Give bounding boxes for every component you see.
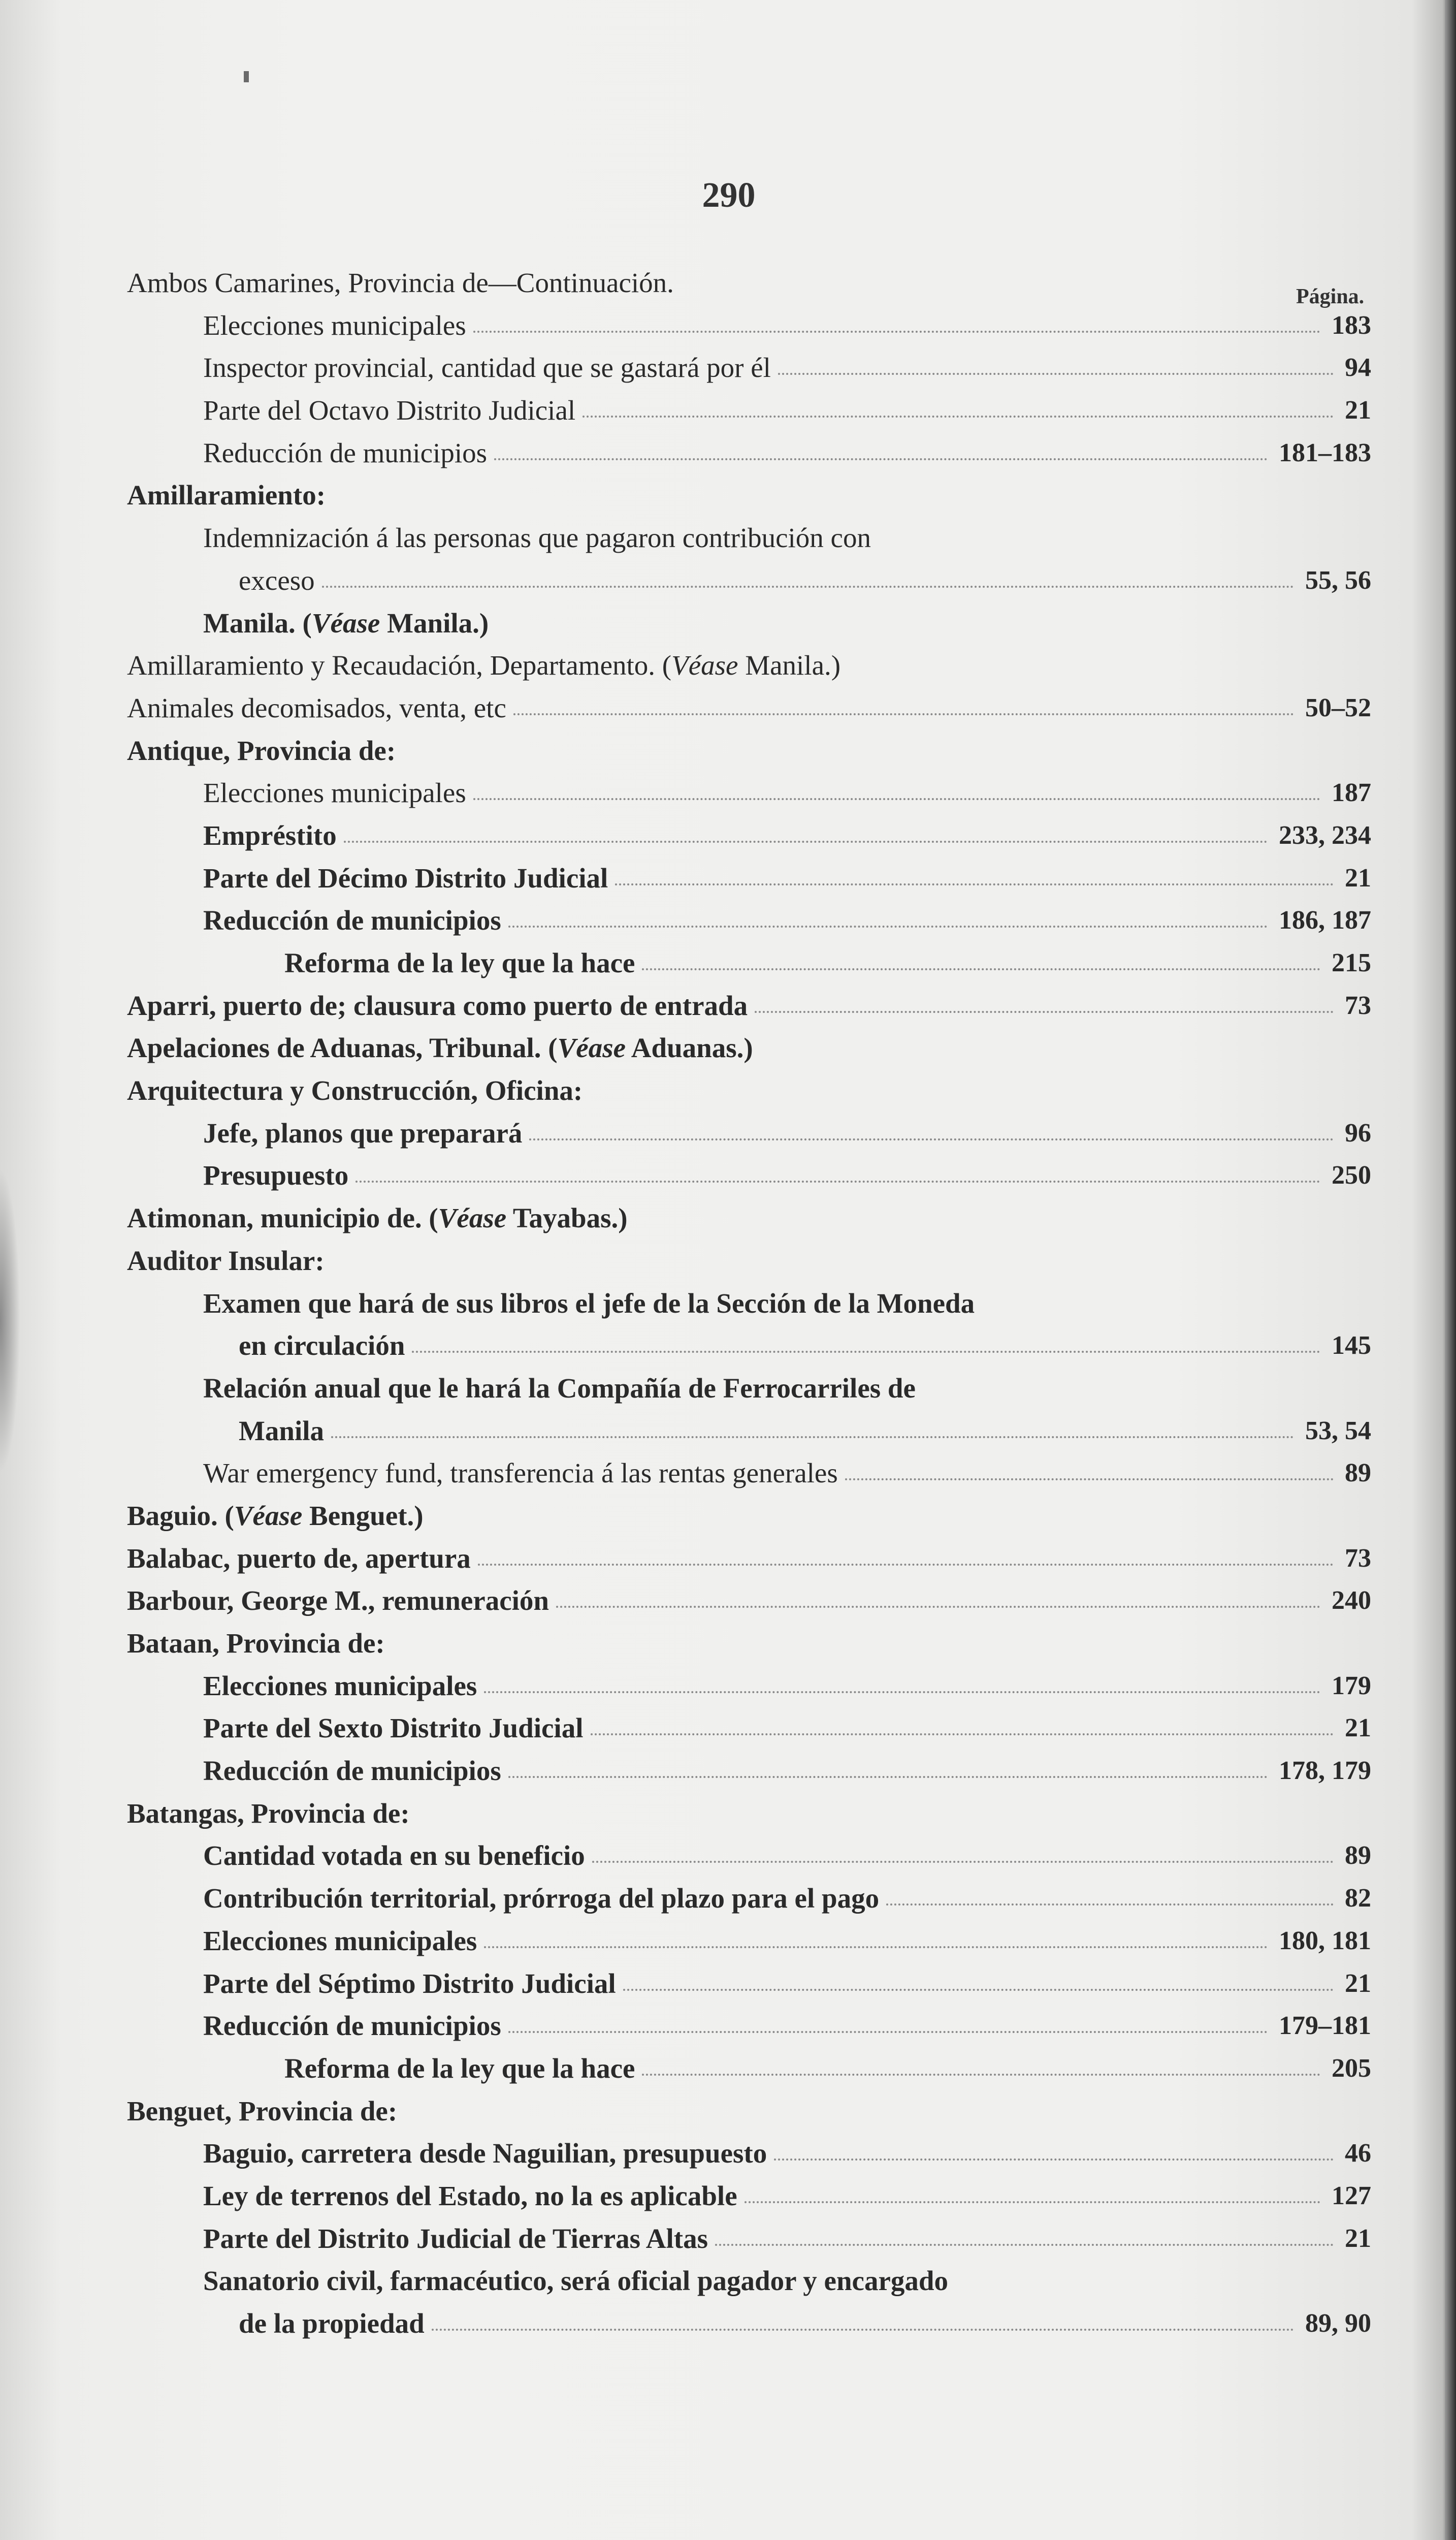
entry-page-ref: 240: [1332, 1586, 1371, 1615]
dot-leader: [556, 1606, 1320, 1608]
entry-page-ref: 178, 179: [1279, 1756, 1371, 1786]
index-entry: [127, 772, 1371, 814]
index-entry: [127, 2175, 1371, 2217]
entry-text: Animales decomisados, venta, etc: [127, 692, 506, 723]
page-number: 290: [702, 176, 756, 215]
index-entry: [127, 1707, 1371, 1750]
entry-page-ref: 215: [1332, 948, 1371, 977]
index-entry: [127, 2302, 1371, 2345]
entry-page-ref: 21: [1345, 396, 1371, 425]
index-entry: [127, 1197, 1371, 1240]
entry-text: Baguio. (Véase Benguet.): [127, 1500, 424, 1531]
dot-leader: [494, 458, 1268, 460]
index-entry: [127, 899, 1371, 942]
entry-text: Inspector provincial, cantidad que se gastará por él: [203, 352, 771, 384]
index-entry: [127, 729, 1371, 772]
dot-leader: [886, 1903, 1334, 1906]
entry-text: Relación anual que le hará la Compañía de Ferrocarriles de: [203, 1372, 916, 1404]
entry-page-ref: 21: [1345, 1713, 1371, 1743]
index-entry: [127, 1750, 1371, 1792]
index-entry: [127, 814, 1371, 857]
dot-leader: [473, 798, 1320, 800]
index-entry: [127, 1622, 1371, 1665]
entry-text: Cantidad votada en su beneficio: [203, 1840, 585, 1871]
index-entry: [127, 644, 1371, 687]
dot-leader: [331, 1436, 1294, 1438]
dot-leader: [615, 883, 1334, 885]
entry-text: Amillaramiento:: [127, 480, 326, 511]
index-entry: [127, 2132, 1371, 2175]
dot-leader: [508, 1776, 1268, 1778]
index-entry: [127, 1877, 1371, 1920]
dot-leader: [508, 926, 1268, 928]
dot-leader: [591, 1733, 1334, 1735]
entry-page-ref: 21: [1345, 863, 1371, 893]
entry-text: Elecciones municipales: [203, 309, 466, 341]
entry-text: Manila: [239, 1415, 325, 1446]
dot-leader: [592, 1861, 1334, 1863]
index-entry: [127, 1367, 1371, 1410]
entry-text: Apelaciones de Aduanas, Tribunal. (Véase Aduanas.): [127, 1032, 753, 1064]
index-entry: [127, 857, 1371, 900]
index-entry: [127, 559, 1371, 602]
index-entry: [127, 2217, 1371, 2260]
entry-text: Auditor Insular:: [127, 1245, 325, 1276]
entry-page-ref: 145: [1332, 1331, 1371, 1360]
index-entry: [127, 2005, 1371, 2047]
index-entry: [127, 2090, 1371, 2133]
index-entry: [127, 1962, 1371, 2005]
entry-page-ref: 96: [1345, 1118, 1371, 1148]
entry-page-ref: 89: [1345, 1458, 1371, 1488]
entry-page-ref: 82: [1345, 1884, 1371, 1913]
dot-leader: [845, 1478, 1334, 1480]
dot-leader: [484, 1946, 1268, 1948]
entry-page-ref: 46: [1345, 2139, 1371, 2168]
entry-text: Bataan, Provincia de:: [127, 1628, 385, 1659]
dot-leader: [513, 713, 1294, 715]
entry-page-ref: 233, 234: [1279, 820, 1371, 850]
index-entry: [127, 1069, 1371, 1112]
entry-text: Ambos Camarines, Provincia de—Continuación.: [127, 267, 674, 298]
dot-leader: [508, 2031, 1268, 2033]
entry-page-ref: 181–183: [1279, 438, 1371, 467]
entry-text: Presupuesto: [203, 1160, 349, 1191]
index-entry: [127, 1579, 1371, 1622]
ink-speck: [244, 71, 249, 82]
page-edge-shadow: [1445, 0, 1456, 2540]
entry-page-ref: 180, 181: [1279, 1926, 1371, 1955]
entry-page-ref: 73: [1345, 1543, 1371, 1573]
entry-text: Arquitectura y Construcción, Oficina:: [127, 1075, 583, 1106]
entry-page-ref: 89: [1345, 1841, 1371, 1870]
entry-text: exceso: [239, 564, 315, 596]
entry-text: Sanatorio civil, farmacéutico, será oficial pagador y encargado: [203, 2265, 948, 2297]
entry-text: Parte del Distrito Judicial de Tierras Altas: [203, 2222, 708, 2254]
dot-leader: [623, 1989, 1334, 1991]
entry-text: Reducción de municipios: [203, 437, 488, 468]
entry-page-ref: 50–52: [1305, 693, 1371, 722]
entry-text: Reducción de municipios: [203, 905, 501, 936]
dot-leader: [478, 1564, 1334, 1566]
entry-text: Jefe, planos que preparará: [203, 1117, 523, 1149]
entry-text: Ley de terrenos del Estado, no la es aplicable: [203, 2180, 737, 2211]
entry-page-ref: 94: [1345, 353, 1371, 383]
entry-page-ref: 55, 56: [1305, 565, 1371, 595]
entry-page-ref: 53, 54: [1305, 1416, 1371, 1445]
binding-shadow: [0, 1168, 20, 1473]
entry-text: Atimonan, municipio de. (Véase Tayabas.): [127, 1202, 628, 1234]
entry-text: Parte del Séptimo Distrito Judicial: [203, 1967, 616, 1999]
dot-leader: [745, 2201, 1320, 2203]
index-entry: [127, 474, 1371, 517]
entry-page-ref: 21: [1345, 2224, 1371, 2253]
entry-page-ref: 127: [1332, 2181, 1371, 2210]
index-entry: [127, 1112, 1371, 1155]
entry-page-ref: 183: [1332, 310, 1371, 340]
index-entry: [127, 262, 1371, 304]
index-entry: [127, 942, 1371, 985]
index-entry: [127, 687, 1371, 729]
dot-leader: [642, 968, 1320, 970]
entry-text: Batangas, Provincia de:: [127, 1797, 410, 1829]
index-entry: [127, 985, 1371, 1027]
entry-text: Reducción de municipios: [203, 1755, 501, 1787]
index-entry: [127, 517, 1371, 559]
dot-leader: [715, 2244, 1334, 2246]
entry-text: Empréstito: [203, 819, 337, 851]
entry-text: Reforma de la ley que la hace: [284, 947, 635, 978]
entry-text: Parte del Sexto Distrito Judicial: [203, 1712, 584, 1744]
entry-text: Elecciones municipales: [203, 777, 466, 809]
entry-text: Indemnización á las personas que pagaron contribución con: [203, 522, 871, 554]
index-entry: [127, 346, 1371, 389]
index-entry: [127, 1324, 1371, 1367]
entry-text: Aparri, puerto de; clausura como puerto de entrada: [127, 990, 748, 1021]
index-entry: [127, 304, 1371, 347]
dot-leader: [473, 331, 1320, 333]
dot-leader: [484, 1691, 1320, 1693]
entry-text: Antique, Provincia de:: [127, 735, 396, 766]
dot-leader: [344, 841, 1268, 843]
dot-leader: [355, 1181, 1320, 1183]
dot-leader: [529, 1138, 1334, 1140]
dot-leader: [412, 1351, 1320, 1353]
entry-text: Baguio, carretera desde Naguilian, presupuesto: [203, 2138, 767, 2169]
entry-text: Reforma de la ley que la hace: [284, 2052, 635, 2084]
index-entry: [127, 1665, 1371, 1707]
entry-page-ref: 205: [1332, 2053, 1371, 2083]
entry-text: Amillaramiento y Recaudación, Departamento. (Véase Manila.): [127, 650, 841, 681]
entry-page-ref: 73: [1345, 991, 1371, 1020]
index-entry: [127, 1834, 1371, 1877]
index-entry: [127, 1154, 1371, 1197]
entry-page-ref: 186, 187: [1279, 906, 1371, 935]
index-entry: [127, 1537, 1371, 1580]
entry-text: Contribución territorial, prórroga del plazo para el pago: [203, 1883, 880, 1914]
index-entry: [127, 389, 1371, 432]
entry-text: Elecciones municipales: [203, 1925, 477, 1956]
entry-text: Parte del Octavo Distrito Judicial: [203, 395, 576, 426]
index-entry: [127, 2047, 1371, 2090]
entry-text: Balabac, puerto de, apertura: [127, 1542, 471, 1574]
page-column-label: Página.: [1296, 285, 1365, 308]
index-entry: [127, 432, 1371, 474]
entry-text: Benguet, Provincia de:: [127, 2095, 398, 2126]
dot-leader: [583, 416, 1334, 418]
entry-page-ref: 187: [1332, 778, 1371, 808]
index-entry: [127, 1282, 1371, 1325]
entry-page-ref: 179: [1332, 1671, 1371, 1700]
index-entry: [127, 1920, 1371, 1962]
entry-text: Examen que hará de sus libros el jefe de la Sección de la Moneda: [203, 1287, 975, 1319]
index-entries: [127, 262, 1371, 2345]
dot-leader: [322, 586, 1294, 588]
dot-leader: [774, 2158, 1334, 2161]
entry-text: Reducción de municipios: [203, 2010, 501, 2042]
index-entry: [127, 1410, 1371, 1452]
dot-leader: [755, 1011, 1334, 1013]
index-entry: [127, 602, 1371, 645]
entry-page-ref: 179–181: [1279, 2011, 1371, 2041]
entry-text: Parte del Décimo Distrito Judicial: [203, 862, 608, 894]
entry-page-ref: 89, 90: [1305, 2309, 1371, 2338]
index-entry: [127, 1495, 1371, 1537]
entry-text: en circulación: [239, 1330, 405, 1361]
dot-leader: [432, 2329, 1294, 2331]
index-entry: [127, 1792, 1371, 1835]
entry-page-ref: 250: [1332, 1161, 1371, 1190]
entry-text: Manila. (Véase Manila.): [203, 607, 489, 639]
entry-text: War emergency fund, transferencia á las rentas generales: [203, 1457, 838, 1489]
index-entry: [127, 2260, 1371, 2302]
index-entry: [127, 1240, 1371, 1282]
index-entry: [127, 1027, 1371, 1069]
entry-text: Barbour, George M., remuneración: [127, 1585, 549, 1616]
index-entry: [127, 1452, 1371, 1495]
entry-text: de la propiedad: [239, 2308, 425, 2339]
dot-leader: [778, 373, 1334, 375]
dot-leader: [642, 2074, 1320, 2076]
entry-text: Elecciones municipales: [203, 1670, 477, 1701]
entry-page-ref: 21: [1345, 1968, 1371, 1998]
